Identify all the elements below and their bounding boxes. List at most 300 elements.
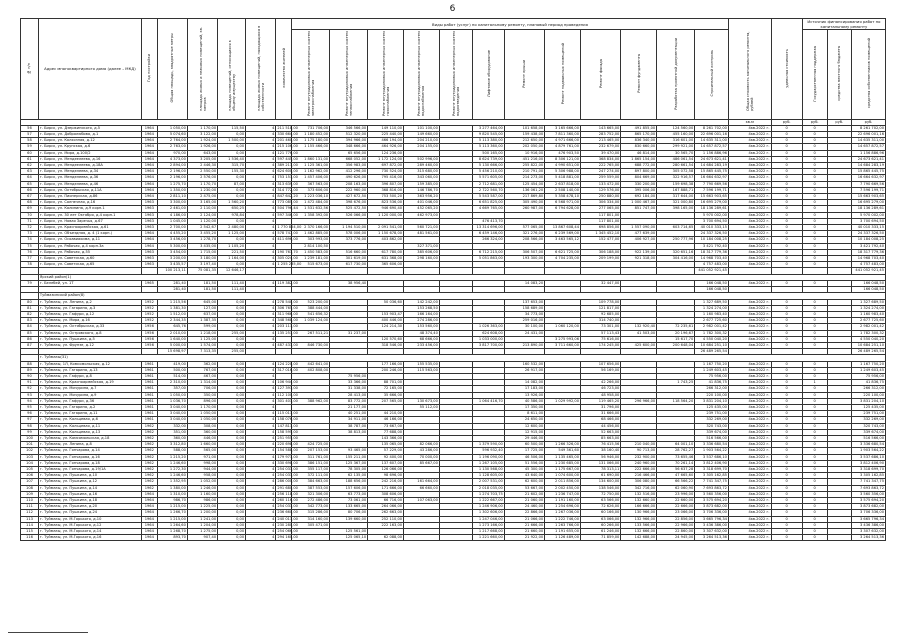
table-cell: 1 462 885,00 [292, 231, 330, 237]
table-cell: 132 660,00 [621, 498, 657, 504]
table-cell: 127 393,00 [277, 386, 298, 391]
row-number-cell: 56 [21, 125, 39, 131]
table-cell: 4 [246, 392, 276, 398]
table-cell: 394 966,00 [330, 138, 368, 144]
table-cell: 1 218,00 [187, 330, 217, 336]
table-cell: 1 266 326,00 [545, 442, 581, 448]
address-cell: г. Туймазы, ул. Гагарина, д.3 [38, 305, 141, 311]
table-cell: 4 [246, 324, 276, 330]
table-cell: 0 [802, 367, 827, 373]
table-cell: 0 [771, 237, 802, 243]
table-cell: 0 [771, 460, 802, 466]
table-cell: 117 801,00 [581, 212, 621, 218]
table-cell: 31 338,00 [330, 386, 368, 392]
table-cell: 1962 [141, 473, 157, 479]
header-f1: Государственная поддержка [802, 30, 827, 119]
table-cell: 360,00 [157, 435, 187, 441]
address-cell: г. Бирск, ул. Советская, д.65 [38, 262, 141, 268]
table-cell: 18 317 779,36 [852, 249, 886, 255]
table-cell: 373 776,00 [330, 237, 368, 243]
table-cell: 0 [771, 311, 802, 317]
table-cell: 2 002 450,00 [545, 485, 581, 491]
table-cell: 0 [802, 280, 827, 286]
table-cell: 40 251,00 [330, 411, 368, 417]
table-cell: 3 817 700,00 [473, 342, 504, 348]
address-cell: г. Туймазы, 1Л, Комсомольская, д.12 [38, 361, 141, 367]
table-cell: 1 472 484,00 [292, 200, 330, 206]
table-cell: 88 701,00 [368, 380, 404, 386]
table-cell: 45 300,00 [504, 466, 544, 472]
table-cell: 4кв.2022 г. [728, 504, 771, 510]
table-cell: 0,00 [218, 386, 246, 392]
table-cell: 0 [771, 156, 802, 162]
table-cell: 4кв.2022 г. [728, 194, 771, 200]
table-cell: 1952 [141, 299, 157, 305]
table-cell: 22 696 001,16 [852, 132, 886, 138]
table-cell: 142 688,00 [621, 535, 657, 541]
table-cell: 1961 [141, 386, 157, 392]
table-cell: 254 033,00 [277, 504, 298, 509]
table-cell: 4 [246, 380, 276, 386]
table-cell: 3 812 406,90 [695, 460, 729, 466]
table-cell: 22 856,00 [657, 516, 695, 522]
address-cell: г. Бирск, ул. Новая Заречья, д.67 [38, 218, 141, 224]
table-cell: 161 664,00 [404, 479, 440, 485]
table-cell: 1 324 274,00 [852, 305, 886, 311]
table-cell: 159 385,00 [404, 181, 440, 187]
address-cell: г. Бирск, ул. Калинина, д.9 корп.1 [38, 206, 141, 212]
header-fin-group: Источник финансирования работ по капитальному ремонту [802, 19, 885, 30]
table-cell: 0 [771, 435, 802, 441]
table-cell: 41 836,75 [852, 380, 886, 386]
table-cell: 1 531 632,56 [292, 206, 330, 212]
table-cell: 44 210,00 [368, 411, 404, 417]
table-cell: 0 [802, 504, 827, 510]
row-number-cell: 70 [21, 212, 39, 218]
table-cell: 167 888,71 [657, 187, 695, 193]
table-cell: 0,00 [218, 429, 246, 435]
header-area-common: площадь помещений, относящихся к общему имуществу [218, 19, 246, 120]
table-cell: 78 305,00 [330, 466, 368, 472]
table-cell: 4кв.2022 г. [728, 299, 771, 305]
table-cell: 3 336 680,54 [695, 442, 729, 448]
address-cell: г. Бирск, ул. Осоавиахима, д.11 [38, 237, 141, 243]
table-cell: 4кв.2022 г. [728, 448, 771, 454]
row-number-cell: 99 [21, 429, 39, 435]
table-cell: 0 [802, 200, 827, 206]
table-cell: 3 454,00 [157, 249, 187, 255]
table-cell: 978,84 [218, 212, 246, 218]
table-cell: 24 337 326,50 [695, 231, 729, 237]
table-cell: 0,00 [218, 491, 246, 497]
table-cell: 31 666,00 [581, 411, 621, 417]
address-cell: г. Туймазы, ул. Пушкина, д.12 [38, 479, 141, 485]
table-cell: 389 213,00 [277, 163, 298, 168]
table-cell: 277 065,00 [581, 206, 621, 212]
header-year: Год постройки [141, 19, 157, 120]
table-cell: 1 125,00 [187, 336, 217, 342]
table-cell: 5 051 863,00 [473, 256, 504, 262]
table-cell: 339 674,00 [695, 429, 729, 435]
table-cell: 16 695 279,00 [852, 200, 886, 206]
table-cell: 2 576,00 [187, 175, 217, 181]
table-cell: 4 [246, 386, 276, 392]
table-cell: 26 489 265,54 [695, 349, 729, 355]
table-cell: 308,00 [187, 423, 217, 429]
table-cell: 213 890,00 [504, 342, 544, 348]
table-cell: 0 [771, 249, 802, 255]
table-cell: 1 225,00 [187, 504, 217, 510]
table-cell: 0 [802, 473, 827, 479]
table-cell: 22 666,00 [657, 504, 695, 510]
table-cell: 1 782 300,32 [852, 330, 886, 336]
table-cell: 100 213,11 [157, 268, 187, 274]
table-cell: 266 312,00 [852, 386, 886, 392]
table-cell: 516 566,00 [852, 435, 886, 441]
table-cell: 26 489 265,54 [852, 349, 886, 355]
table-cell: 617 730,00 [330, 262, 368, 268]
row-number-cell: 91 [21, 380, 39, 386]
table-cell: 4 [246, 305, 276, 311]
table-cell: 4кв.2022 г. [728, 454, 771, 460]
table-cell: 1 196 090,00 [473, 454, 504, 460]
table-cell: 18 136 289,61 [852, 206, 886, 212]
table-cell: 133 566,00 [621, 522, 657, 528]
table-cell: 200 648,04 [657, 342, 695, 348]
table-cell: 1 865 154,00 [621, 156, 657, 162]
table-cell: 368 834,00 [581, 156, 621, 162]
table-cell: 56 169,00 [581, 367, 621, 373]
table-cell: 124 214,30 [368, 324, 404, 330]
table-cell: 588,00 [157, 448, 187, 454]
table-cell: 291 680,00 [277, 485, 298, 490]
table-cell: 159 698,38 [657, 181, 695, 187]
table-cell: 306 765,00 [277, 305, 298, 310]
table-cell: 15 865 445,75 [852, 169, 886, 175]
table-cell: 1 358 392,00 [292, 212, 330, 218]
table-cell: 101 658,00 [504, 125, 544, 131]
table-cell: 0 [771, 386, 802, 392]
table-cell: 38 787,00 [330, 423, 368, 429]
row-number-cell: 76 [21, 249, 39, 255]
table-cell: 0 [771, 404, 802, 410]
table-cell: 34 773,00 [504, 311, 544, 317]
table-cell: 500 165,00 [473, 150, 504, 156]
table-cell: 2 461,00 [157, 206, 187, 212]
table-cell: 2 542,67 [187, 225, 217, 231]
table-cell: 0 [771, 305, 802, 311]
address-cell: г. Туймазы, ул. Ленина, д.2 [38, 299, 141, 305]
table-cell: 1 200,00 [187, 510, 217, 516]
table-cell: 0 [802, 454, 827, 460]
header-w2: Ремонт внутридомовых инженерных систем теплоснабжения [330, 30, 368, 119]
table-cell: 357,00 [157, 386, 187, 392]
table-cell: 3 180,00 [187, 256, 217, 262]
table-cell: 411 696,00 [277, 237, 298, 242]
table-cell: 75 081,35 [187, 268, 217, 274]
table-cell: 491 855,00 [621, 125, 657, 131]
table-cell: 2 370 166,00 [292, 225, 330, 231]
table-cell: 174 245,00 [581, 342, 621, 348]
table-cell: 332 269,00 [852, 417, 886, 423]
table-cell: 4кв.2022 г. [728, 225, 771, 231]
table-cell: 4кв.2022 г. [728, 156, 771, 162]
table-cell: 0,00 [218, 535, 246, 541]
table-cell: 2 124,00 [187, 212, 217, 218]
table-cell: 193 300,00 [504, 256, 544, 262]
capital-repair-table-sheet [20, 18, 886, 541]
header-spec: удельная стоимость [771, 19, 802, 120]
table-cell: 1 120 000,00 [368, 212, 404, 218]
table-cell: 637,00 [187, 311, 217, 317]
table-cell: 0 [771, 181, 802, 187]
table-cell: 222 960,00 [330, 187, 368, 193]
table-cell: 0 [802, 491, 827, 497]
table-cell: 51 556,00 [504, 460, 544, 466]
table-cell: 66 566,22 [657, 479, 695, 485]
row-number-cell: 108 [21, 485, 39, 491]
table-cell: 0 [771, 225, 802, 231]
table-cell: 4кв.2022 г. [728, 392, 771, 398]
header-units: количество жителей [276, 19, 292, 120]
header-area-res: площадь жилых и нежилых помещений, кв. метров [187, 19, 217, 120]
table-cell: 0 [802, 336, 827, 342]
table-cell: 4 [246, 336, 276, 342]
table-cell: 847 642,20 [277, 194, 298, 199]
table-cell: 0,00 [218, 442, 246, 448]
table-cell: 255,00 [218, 349, 246, 355]
table-cell: 72 165,00 [368, 386, 404, 392]
table-cell: 87,00 [218, 181, 246, 187]
table-cell: 225 440,00 [368, 132, 404, 138]
table-cell: 254 033,00 [277, 473, 298, 478]
table-cell: 998,00 [187, 460, 217, 466]
header-w5: Ремонт внутридомовых инженерных систем водоотведения [439, 30, 473, 119]
table-cell: 152 477,00 [581, 237, 621, 243]
table-cell: 5 074,60 [157, 132, 187, 138]
table-cell: 318 546,00 [368, 342, 404, 348]
table-cell: 1 156 886,96 [695, 150, 729, 156]
table-cell: 0,00 [218, 529, 246, 535]
table-cell: 330 664,00 [277, 132, 298, 137]
table-cell: 262 663,00 [368, 510, 404, 516]
table-cell: 0 [802, 404, 827, 410]
table-cell: 523 200,00 [292, 299, 330, 305]
table-cell: 0 [771, 411, 802, 417]
table-cell: 5 543 587,00 [473, 194, 504, 200]
address-cell: г. Бирск, ул. Колхозная, д.12 [38, 138, 141, 144]
table-cell: 1 263 766,00 [545, 522, 581, 528]
table-cell: 111,40 [218, 287, 246, 293]
table-cell: 250 880,00 [581, 194, 621, 200]
table-cell: 0 [771, 194, 802, 200]
table-cell: 3 873 682,00 [852, 504, 886, 510]
table-cell: 146 786,70 [404, 187, 440, 193]
table-cell: 10 184 008,25 [852, 237, 886, 243]
table-cell: 131 066,00 [581, 460, 621, 466]
table-cell: 1962 [141, 435, 157, 441]
table-cell: 215 106,00 [277, 144, 298, 149]
table-cell: 0 [802, 194, 827, 200]
table-cell: 31 796,00 [581, 404, 621, 410]
table-cell: 617 780,00 [368, 249, 404, 255]
table-cell: 1 268,70 [157, 529, 187, 535]
table-cell: 3 455,20 [187, 231, 217, 237]
table-cell: 124 560,00 [657, 125, 695, 131]
address-cell: г. Туймазы, ул. Кольцевая, д.6 [38, 417, 141, 423]
table-cell: 514,00 [157, 373, 187, 379]
address-cell: г. Туймазы, ул. Гагарина, д.11 [38, 411, 141, 417]
table-cell: 210 791,00 [504, 169, 544, 175]
table-cell: 68 466,00 [581, 417, 621, 423]
section-title: Туймазинский район(8) [38, 293, 885, 299]
table-cell: 139 660,00 [330, 516, 368, 522]
table-cell: 15 865 445,75 [695, 169, 729, 175]
table-cell: 922 139,00 [621, 249, 657, 255]
table-cell: 5 970 002,00 [695, 212, 729, 218]
table-cell: 315 680,00 [404, 169, 440, 175]
table-cell: 3 700 694,50 [695, 218, 729, 224]
table-cell: 2 550,00 [187, 169, 217, 175]
table-cell: 731 706,00 [292, 125, 330, 131]
table-cell: 10 684 251,10 [695, 342, 729, 348]
table-cell: 2 811,10 [157, 194, 187, 200]
table-cell: 4 971 666,00 [545, 138, 581, 144]
table-cell [404, 535, 440, 541]
table-cell: 4 [246, 249, 276, 255]
table-cell: 4 373,00 [157, 156, 187, 162]
table-cell: 0,00 [218, 237, 246, 243]
table-cell: 2 508 140,00 [545, 187, 581, 193]
table-cell: 624 600,00 [277, 169, 298, 174]
table-cell: 207 153,00 [292, 448, 330, 454]
table-cell: 3 873 682,00 [695, 504, 729, 510]
table-cell: 599,00 [187, 324, 217, 330]
table-cell: 1 170,70 [187, 181, 217, 187]
table-cell: 38 956,40 [330, 280, 368, 286]
row-number-cell: 72 [21, 225, 39, 231]
table-cell: 4 [246, 398, 276, 404]
table-cell: 16 664 632,97 [695, 175, 729, 181]
table-cell: 2 700,00 [157, 225, 187, 231]
table-cell: 3 040,00 [157, 404, 187, 410]
address-cell: г. Туймазы, ул. Ленина, д.8 [38, 442, 141, 448]
table-cell: 4 [246, 156, 276, 162]
table-cell: 118 564,20 [657, 398, 695, 404]
table-cell: 0 [771, 417, 802, 423]
table-cell: 4кв.2022 г. [728, 200, 771, 206]
table-cell: 1964 [141, 510, 157, 516]
table-cell: 1963 [141, 200, 157, 206]
header-row-groups [21, 19, 886, 30]
table-cell: 4 [246, 311, 276, 317]
table-cell: 464 926,00 [368, 144, 404, 150]
table-cell: 1964 [141, 498, 157, 504]
table-cell: 14 657 872,57 [695, 144, 729, 150]
table-cell: 500,00 [157, 367, 187, 373]
table-cell: 1 327 689,50 [852, 299, 886, 305]
table-cell: 1 380,00 [157, 485, 187, 491]
table-cell: 398 165,00 [657, 206, 695, 212]
address-cell: г. Бирск, ул. Менделеева, д.34 [38, 169, 141, 175]
table-cell: 4 [246, 200, 276, 206]
table-cell: 1 924,00 [187, 138, 217, 144]
header-f2: средства местного бюджета [827, 30, 852, 119]
table-cell: 43 640,00 [504, 473, 544, 479]
table-cell: 14 635 311,00 [695, 138, 729, 144]
table-cell: 68 666,00 [404, 336, 440, 342]
table-cell: 5 306 988,00 [545, 169, 581, 175]
table-cell: 260 116,00 [277, 498, 298, 502]
table-cell: 624 608,00 [473, 330, 504, 336]
table-cell: 5 113 360,00 [473, 144, 504, 150]
row-number-cell: 101 [21, 442, 39, 448]
table-cell: 773 085,00 [277, 200, 298, 205]
table-cell: 1 324 274,00 [695, 305, 729, 311]
table-cell: 321 306,00 [292, 491, 330, 497]
table-cell: 3 205,00 [187, 156, 217, 162]
table-cell: 1962 [141, 454, 157, 460]
table-cell: 549 361,60 [545, 448, 581, 454]
table-cell: 34 911,00 [330, 417, 368, 423]
table-cell: 355 117,00 [292, 466, 330, 472]
table-cell: 4 [246, 423, 276, 429]
table-cell: 1 156 886,96 [852, 150, 886, 156]
table-cell: 0,00 [218, 392, 246, 398]
table-cell: 4кв.2022 г. [728, 460, 771, 466]
table-cell: 48 374,40 [404, 330, 440, 336]
table-cell: 133 665,00 [330, 504, 368, 510]
table-cell: 1 903 564,22 [852, 448, 886, 454]
table-cell: 132 666,00 [621, 529, 657, 535]
table-cell: 1 275,00 [187, 529, 217, 535]
table-cell: 46 506,00 [504, 454, 544, 460]
table-cell: 4кв.2022 г. [728, 144, 771, 150]
table-cell: 90 713,00 [621, 448, 657, 454]
table-cell: 4 [246, 163, 276, 169]
table-cell: 9 820 545,00 [473, 132, 504, 138]
table-cell: 3 537 686,10 [695, 454, 729, 460]
table-cell: 1961 [141, 417, 157, 423]
table-cell: 56 946,00 [581, 454, 621, 460]
table-cell: 1962 [141, 460, 157, 466]
table-cell: 56 637,28 [657, 466, 695, 472]
row-number-cell: 83 [21, 318, 39, 324]
table-cell: 242 216,00 [368, 479, 404, 485]
table-cell: 0 [802, 435, 827, 441]
table-cell: 4кв.2022 г. [728, 429, 771, 435]
table-cell: 6 239 569,00 [545, 231, 581, 237]
address-cell: г. Бирск, ул. Октябрьская, д.11А [38, 187, 141, 193]
table-cell: 0 [771, 361, 802, 367]
table-cell: 160 532,00 [504, 361, 544, 367]
table-cell: 1 352,95 [157, 479, 187, 485]
table-cell: 0 [802, 305, 827, 311]
table-cell: 17 725,00 [504, 448, 544, 454]
table-cell: 4 [246, 218, 276, 224]
table-cell: 688 772,00 [621, 163, 657, 169]
header-w1: Ремонт внутридомовых инженерных систем электроснабжения [292, 30, 330, 119]
row-number-cell: 84 [21, 324, 39, 330]
table-cell: 2 982 001,42 [695, 324, 729, 330]
table-cell: 451 216,00 [504, 156, 544, 162]
table-cell: 0 [771, 200, 802, 206]
table-cell: 896,00 [187, 398, 217, 404]
table-cell: 958,00 [187, 473, 217, 479]
table-cell: 7 741 347,75 [852, 479, 886, 485]
table-cell: 1 379 590,00 [473, 442, 504, 448]
table-cell: 0 [771, 398, 802, 404]
